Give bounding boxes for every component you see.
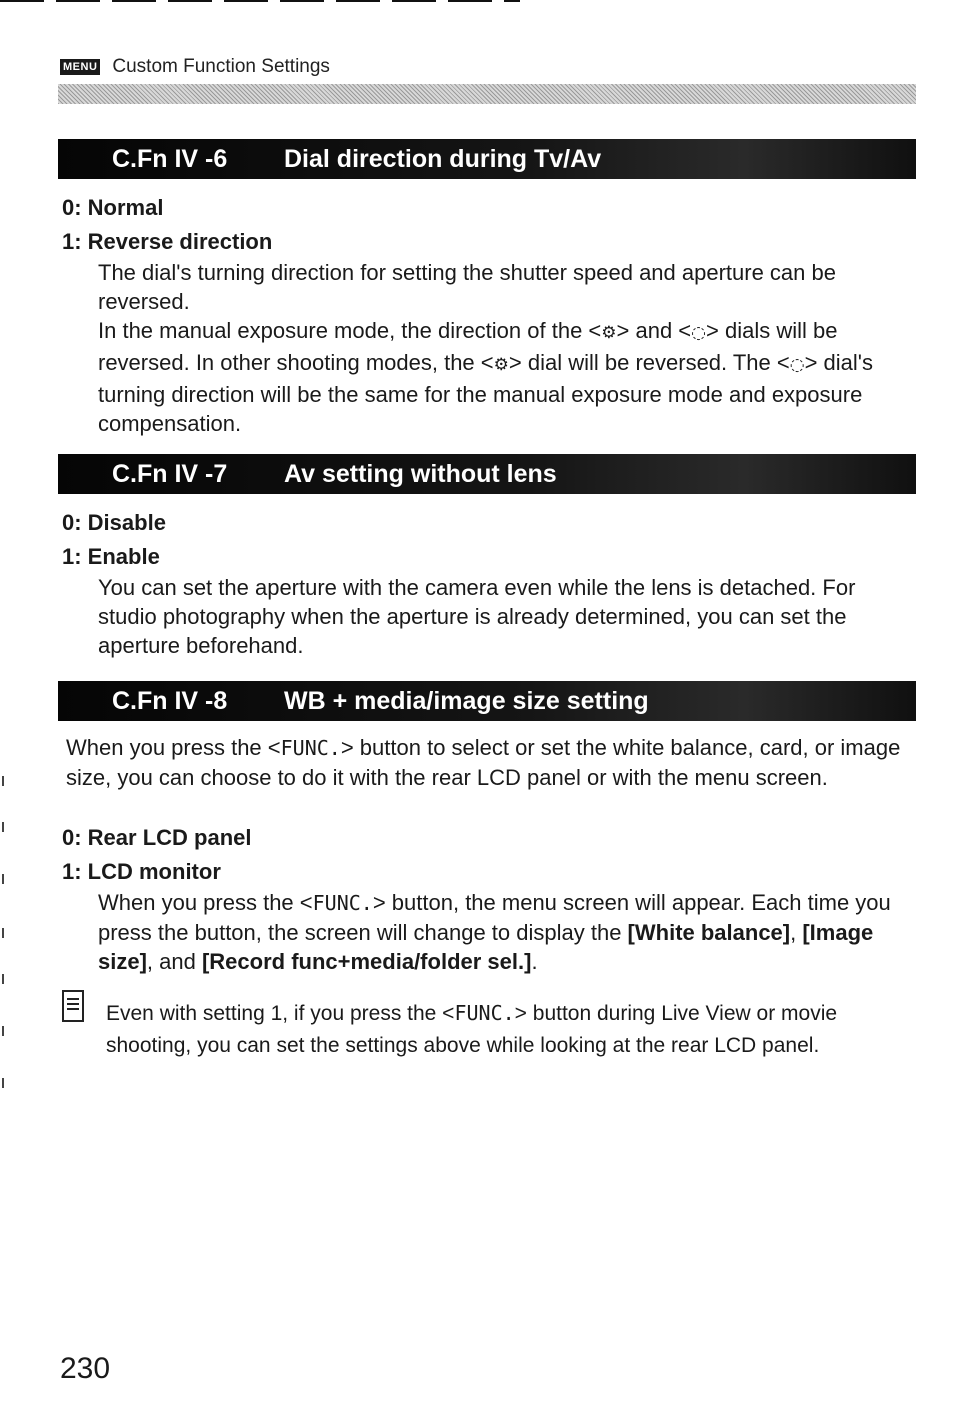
intro-paragraph: When you press the <FUNC.> button to select or set the white balance, card, or image size, you can choose to do it with the rear LCD panel or with the menu screen. (66, 735, 901, 790)
func-button-label: FUNC. (312, 891, 373, 915)
section-body-iv6 (62, 194, 912, 438)
margin-mark (2, 1026, 4, 1036)
option-1: 1: LCD monitor (62, 859, 221, 884)
option-1: 1: Reverse direction (62, 229, 273, 254)
description-paragraph: In the manual exposure mode, the direction of the <⚙> and <◌> dials will be reversed. In other shooting modes, the <⚙> dial will be reversed. The <◌> dial's turning direction will be the same for the manual exposure mode and exposure compensation. (98, 318, 873, 436)
option-description (62, 573, 912, 660)
option-0: 0: Rear LCD panel (62, 825, 252, 850)
note-icon (62, 990, 84, 1022)
section-code: C.Fn IV -6 (112, 144, 228, 173)
func-button-label: FUNC. (280, 736, 341, 760)
option-0: 0: Normal (62, 195, 164, 220)
section-heading-iv7 (58, 454, 916, 494)
margin-mark (2, 928, 4, 938)
main-dial-icon: ⚙ (493, 355, 509, 375)
section-code: C.Fn IV -8 (112, 686, 228, 715)
main-dial-icon: ⚙ (601, 323, 617, 343)
description-paragraph: When you press the <FUNC.> button, the menu screen will appear. Each time you press the button, the screen will change to display the [White balance], [Image size], and [Record func+media/folder sel.]. (98, 890, 891, 974)
section-body-iv8 (66, 733, 916, 792)
section-body-iv7 (62, 509, 912, 660)
margin-mark (2, 974, 4, 984)
description-paragraph: The dial's turning direction for setting the shutter speed and aperture can be reversed. (98, 260, 836, 314)
margin-mark (2, 776, 4, 786)
option-0: 0: Disable (62, 510, 166, 535)
option-description (62, 258, 912, 438)
section-heading-iv8 (58, 681, 916, 721)
page-number: 230 (60, 1352, 111, 1385)
menu-icon: MENU (60, 59, 100, 75)
quick-control-dial-icon: ◌ (691, 323, 706, 343)
option-description (62, 888, 912, 976)
option-1: 1: Enable (62, 544, 160, 569)
page-header (60, 56, 330, 78)
section-title: WB + media/image size setting (284, 686, 649, 715)
header-bar (58, 84, 916, 104)
section-options-iv8 (62, 824, 912, 976)
section-title: Av setting without lens (284, 459, 557, 488)
section-code: C.Fn IV -7 (112, 459, 228, 488)
note-text: Even with setting 1, if you press the <FUNC.> button during Live View or movie shooting, you can set the settings above while looking at the rear LCD panel. (106, 1001, 838, 1057)
header-title: Custom Function Settings (112, 56, 330, 77)
section-title: Dial direction during Tv/Av (284, 144, 602, 173)
top-dash-line (0, 0, 520, 2)
quick-control-dial-icon: ◌ (789, 355, 805, 375)
margin-mark (2, 1078, 4, 1088)
margin-mark (2, 822, 4, 832)
func-button-label: FUNC. (454, 1001, 515, 1025)
section-heading-iv6 (58, 139, 916, 179)
description-paragraph: You can set the aperture with the camera even while the lens is detached. For studio photography when the aperture is already determined, you can set the aperture beforehand. (98, 575, 856, 658)
margin-mark (2, 874, 4, 884)
